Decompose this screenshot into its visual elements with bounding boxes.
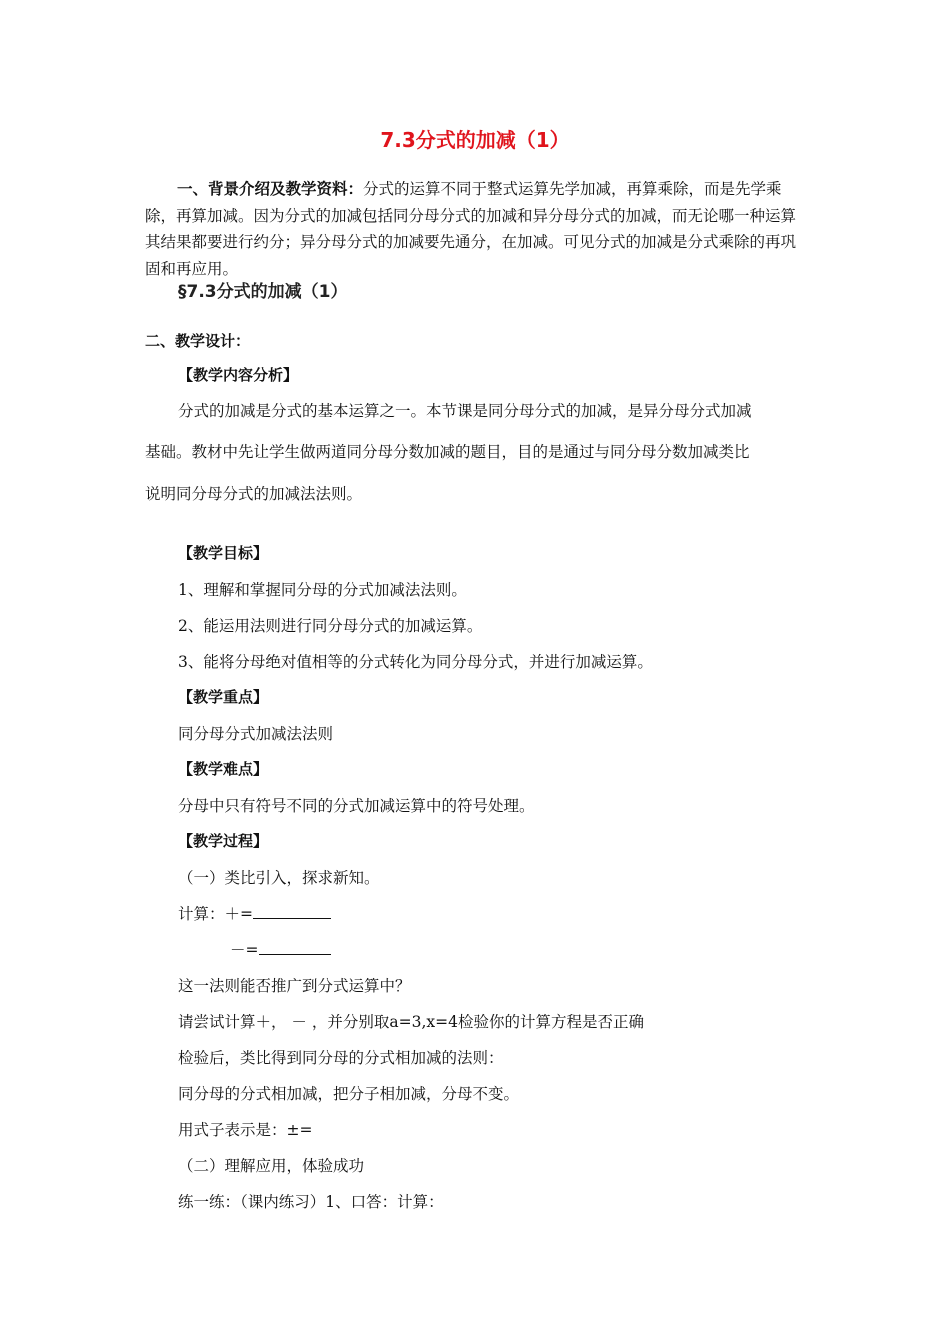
calc-minus: －= [230,941,259,959]
goal-item: 2、能运用法则进行同分母分式的加减运算。 [178,617,483,635]
difficulties-text: 分母中只有符号不同的分式加减运算中的符号处理。 [178,797,535,815]
rule-text: 同分母的分式相加减，把分子相加减，分母不变。 [178,1085,520,1103]
calc-line [178,902,331,924]
after-check-text: 检验后，类比得到同分母的分式相加减的法则： [178,1049,504,1067]
content-analysis-line: 基础。教材中先让学生做两道同分母分数加减的题目，目的是通过与同分母分数加减类比 [145,443,750,461]
section-title: §7.3分式的加减（1） [178,282,348,302]
background-text: 分式的运算不同于整式运算先学加减，再算乘除，而是先学乘除，再算加减。因为分式的加减包括同分母分式的加减和异分母分式的加减，而无论哪一种运算其结果都要进行约分；异分母分式的加减要先通分，在加减。可见分式的加减是分式乘除的再巩固和再应用。 [145,180,797,278]
process-step-1: （一）类比引入，探求新知。 [178,869,380,887]
content-analysis-line: 分式的加减是分式的基本运算之一。本节课是同分母分式的加减，是异分母分式加减 [178,402,752,420]
key-points-heading: 【教学重点】 [178,688,269,706]
page-title: 7.3分式的加减（1） [380,128,570,152]
formula-text: 用式子表示是：±= [178,1121,313,1139]
question-text: 这一法则能否推广到分式运算中？ [178,977,411,995]
design-heading: 二、教学设计： [145,332,251,350]
difficulties-heading: 【教学难点】 [178,760,269,778]
answer-blank [259,940,331,955]
goal-item: 3、能将分母绝对值相等的分式转化为同分母分式，并进行加减运算。 [178,653,653,671]
try-text: 请尝试计算＋， － ，并分别取a=3,x=4检验你的计算方程是否正确 [178,1013,644,1031]
content-analysis-line: 说明同分母分式的加减法法则。 [145,485,363,503]
key-points-text: 同分母分式加减法法则 [178,725,334,743]
background-heading: 一、背景介绍及教学资料： [177,179,364,198]
background-paragraph [145,176,810,282]
goals-heading: 【教学目标】 [178,544,269,562]
goal-item: 1、理解和掌握同分母的分式加减法法则。 [178,581,467,599]
answer-blank [253,904,331,919]
practice-text: 练一练：（课内练习）1、口答：计算： [178,1193,444,1211]
process-heading: 【教学过程】 [178,832,269,850]
content-analysis-heading: 【教学内容分析】 [178,366,299,384]
calc-label: 计算：＋= [178,905,253,923]
process-step-2: （二）理解应用，体验成功 [178,1157,365,1175]
calc-line-minus [230,938,331,960]
